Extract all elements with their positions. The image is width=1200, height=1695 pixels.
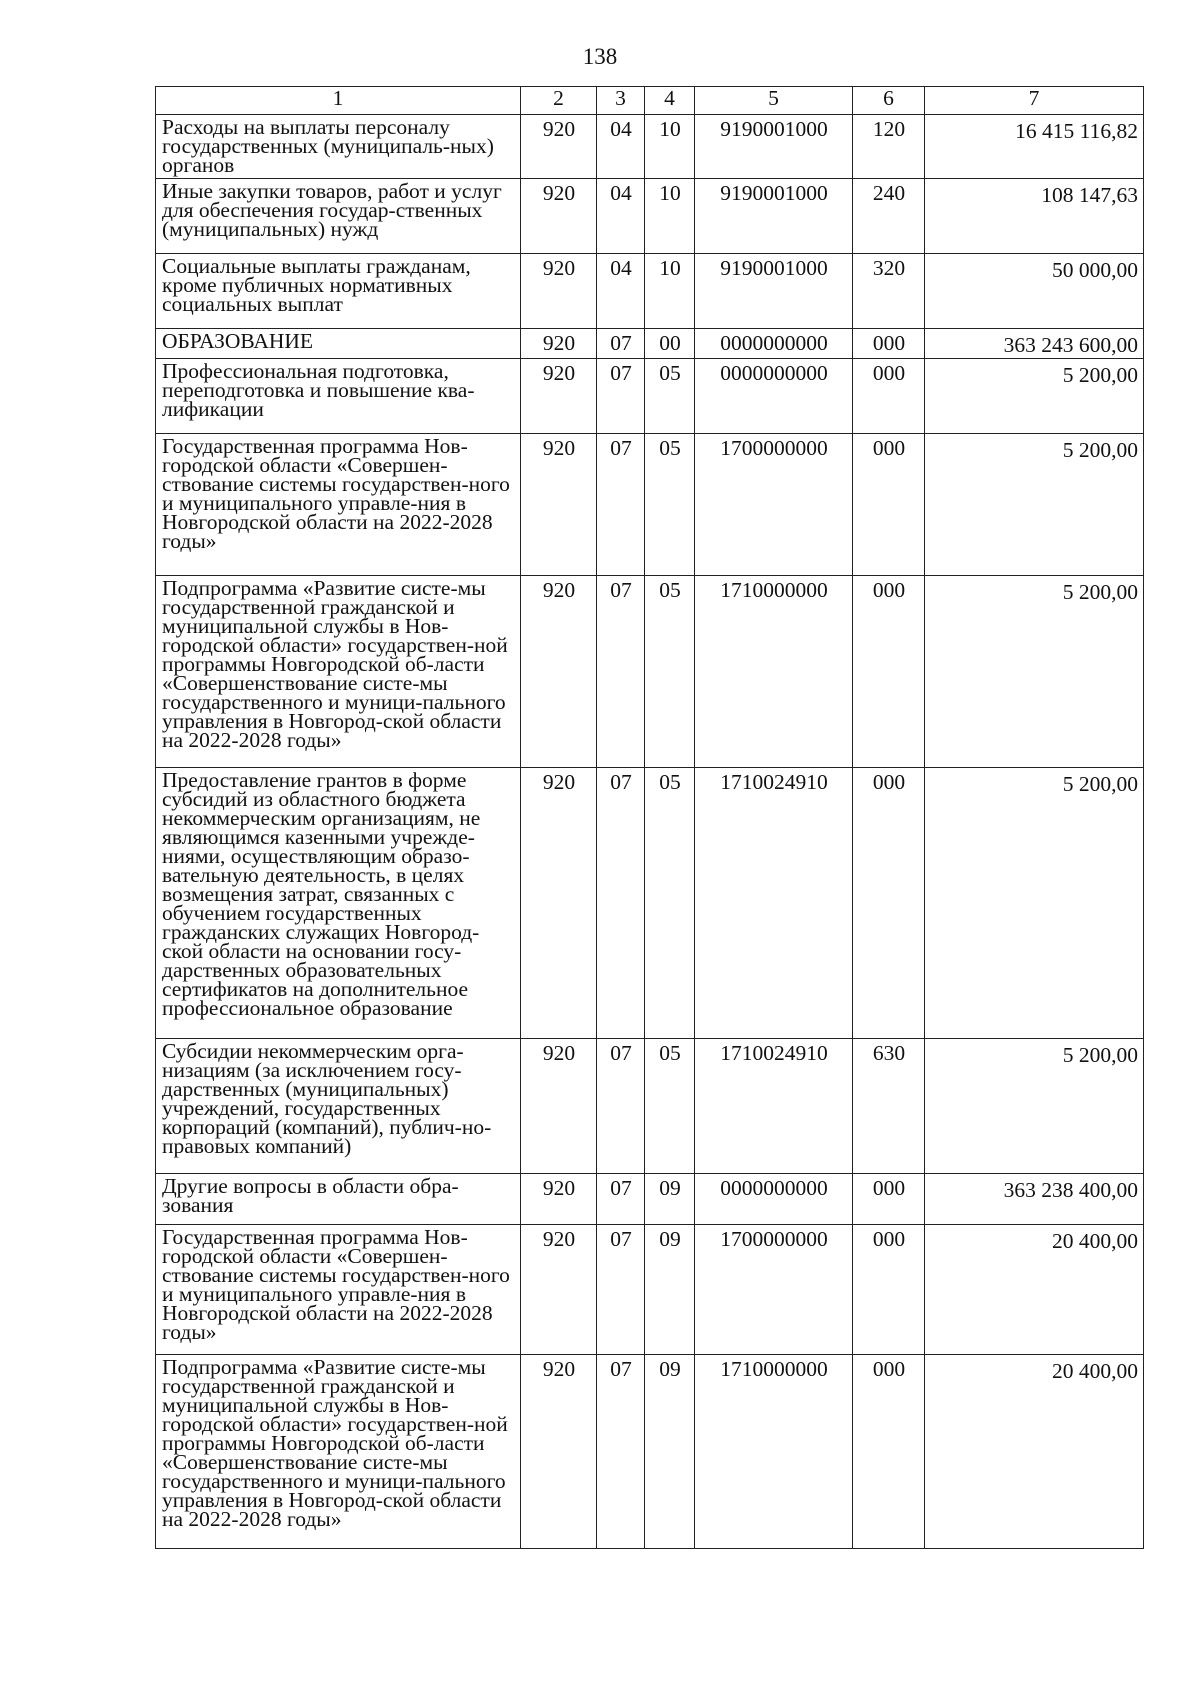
row-subsection-code: 05 [645,434,695,576]
row-amount: 16 415 116,82 [925,115,1144,179]
row-grbs-code: 920 [521,1039,597,1174]
row-target-code: 0000000000 [695,329,853,359]
row-expense-type-code: 000 [853,768,925,1039]
column-number-row [156,87,1144,115]
row-expense-type-code: 320 [853,254,925,329]
table-row [156,254,1144,329]
row-subsection-code: 10 [645,254,695,329]
row-grbs-code: 920 [521,434,597,576]
row-section-code: 07 [597,1174,645,1225]
row-amount: 108 147,63 [925,179,1144,254]
row-name: Расходы на выплаты персоналу государственных (муниципаль-ных) органов [156,115,521,179]
row-target-code: 1700000000 [695,1225,853,1355]
table-row [156,359,1144,434]
row-expense-type-code: 000 [853,1355,925,1549]
row-name: Социальные выплаты гражданам, кроме публичных нормативных социальных выплат [156,254,521,329]
row-amount: 20 400,00 [925,1355,1144,1549]
table-row [156,1039,1144,1174]
row-target-code: 9190001000 [695,115,853,179]
row-section-code: 07 [597,359,645,434]
row-expense-type-code: 000 [853,434,925,576]
row-section-code: 04 [597,115,645,179]
row-subsection-code: 05 [645,1039,695,1174]
row-amount: 363 238 400,00 [925,1174,1144,1225]
row-expense-type-code: 630 [853,1039,925,1174]
row-grbs-code: 920 [521,1355,597,1549]
row-grbs-code: 920 [521,576,597,768]
row-expense-type-code: 240 [853,179,925,254]
row-section-code: 04 [597,254,645,329]
column-header-2: 2 [521,87,597,115]
row-amount: 5 200,00 [925,576,1144,768]
row-amount: 50 000,00 [925,254,1144,329]
row-expense-type-code: 000 [853,359,925,434]
row-amount: 20 400,00 [925,1225,1144,1355]
row-subsection-code: 09 [645,1174,695,1225]
row-target-code: 9190001000 [695,179,853,254]
row-amount: 5 200,00 [925,359,1144,434]
row-section-code: 07 [597,576,645,768]
table-row [156,1174,1144,1225]
row-amount: 5 200,00 [925,768,1144,1039]
row-subsection-code: 05 [645,576,695,768]
row-grbs-code: 920 [521,115,597,179]
row-name: Государственная программа Нов-городской области «Совершен-ствование системы государствен-ного и муниципального управле-ния в Новгородской области на 2022-2028 годы» [156,434,521,576]
row-section-code: 07 [597,768,645,1039]
row-grbs-code: 920 [521,179,597,254]
column-header-7: 7 [925,87,1144,115]
row-name: Другие вопросы в области обра-зования [156,1174,521,1225]
column-header-3: 3 [597,87,645,115]
table-row [156,1355,1144,1549]
row-name: Государственная программа Нов-городской области «Совершен-ствование системы государствен-ного и муниципального управле-ния в Новгородской области на 2022-2028 годы» [156,1225,521,1355]
row-target-code: 9190001000 [695,254,853,329]
row-target-code: 1700000000 [695,434,853,576]
row-target-code: 1710024910 [695,768,853,1039]
table-row [156,1225,1144,1355]
table-row [156,179,1144,254]
row-section-code: 07 [597,1225,645,1355]
row-target-code: 1710000000 [695,1355,853,1549]
table-row [156,434,1144,576]
row-subsection-code: 05 [645,768,695,1039]
row-amount: 363 243 600,00 [925,329,1144,359]
row-target-code: 1710000000 [695,576,853,768]
row-section-code: 07 [597,434,645,576]
row-amount: 5 200,00 [925,434,1144,576]
column-header-1: 1 [156,87,521,115]
row-name: Субсидии некоммерческим орга-низациям (за исключением госу-дарственных (муниципальных) учреждений, государственных корпораций (компаний), публич-но-правовых компаний) [156,1039,521,1174]
row-grbs-code: 920 [521,1225,597,1355]
column-header-5: 5 [695,87,853,115]
row-grbs-code: 920 [521,329,597,359]
row-subsection-code: 05 [645,359,695,434]
column-header-6: 6 [853,87,925,115]
row-grbs-code: 920 [521,359,597,434]
row-amount: 5 200,00 [925,1039,1144,1174]
budget-table-container [155,86,1143,1549]
row-expense-type-code: 000 [853,576,925,768]
column-header-4: 4 [645,87,695,115]
row-subsection-code: 09 [645,1225,695,1355]
row-grbs-code: 920 [521,768,597,1039]
row-section-code: 04 [597,179,645,254]
table-row [156,115,1144,179]
row-grbs-code: 920 [521,1174,597,1225]
row-name: Подпрограмма «Развитие систе-мы государственной гражданской и муниципальной службы в Нов-городской области» государствен-ной программы Новгородской об-ласти «Совершенствование систе-мы государственного и муници-пального управления в Новгород-ской области на 2022-2028 годы» [156,576,521,768]
row-grbs-code: 920 [521,254,597,329]
row-expense-type-code: 000 [853,1174,925,1225]
row-name: Предоставление грантов в форме субсидий из областного бюджета некоммерческим организациям, не являющимся казенными учрежде-ниями, осуществляющим образо-вательную деятельность, в целях возмещения затрат, связанных с обучением государственных гражданских служащих Новгород-ской области на основании госу-дарственных образовательных сертификатов на дополнительное профессиональное образование [156,768,521,1039]
row-name: Иные закупки товаров, работ и услуг для обеспечения государ-ственных (муниципальных) нужд [156,179,521,254]
row-section-code: 07 [597,329,645,359]
row-target-code: 0000000000 [695,359,853,434]
row-expense-type-code: 000 [853,329,925,359]
row-subsection-code: 09 [645,1355,695,1549]
row-subsection-code: 10 [645,115,695,179]
table-row [156,576,1144,768]
row-section-code: 07 [597,1355,645,1549]
budget-table [155,86,1144,1549]
row-target-code: 1710024910 [695,1039,853,1174]
row-subsection-code: 00 [645,329,695,359]
row-section-code: 07 [597,1039,645,1174]
row-name: Подпрограмма «Развитие систе-мы государственной гражданской и муниципальной службы в Нов-городской области» государствен-ной программы Новгородской об-ласти «Совершенствование систе-мы государственного и муници-пального управления в Новгород-ской области на 2022-2028 годы» [156,1355,521,1549]
row-expense-type-code: 000 [853,1225,925,1355]
row-target-code: 0000000000 [695,1174,853,1225]
table-row [156,329,1144,359]
page-number: 138 [582,44,618,69]
table-row [156,768,1144,1039]
row-name: Профессиональная подготовка, переподготовка и повышение ква-лификации [156,359,521,434]
row-name: ОБРАЗОВАНИЕ [156,329,521,359]
row-expense-type-code: 120 [853,115,925,179]
row-subsection-code: 10 [645,179,695,254]
